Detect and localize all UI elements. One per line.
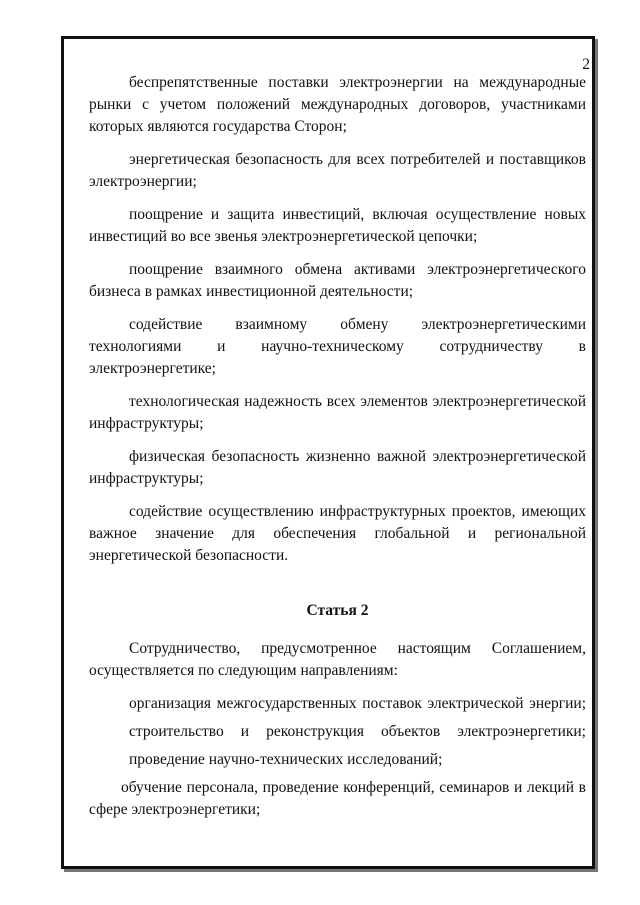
paragraph: поощрение и защита инвестиций, включая осуществление новых инвестиций во все звенья электроэнергетической цепочки; — [89, 206, 586, 245]
paragraph: технологическая надежность всех элементов электроэнергетической инфраструктуры; — [89, 393, 586, 432]
paragraph: беспрепятственные поставки электроэнергии на международные рынки с учетом положений международных договоров, участниками которых являются государства Сторон; — [89, 74, 586, 135]
paragraph: энергетическая безопасность для всех потребителей и поставщиков электроэнергии; — [89, 151, 586, 190]
paragraph: Сотрудничество, предусмотренное настоящим Соглашением, осуществляется по следующим направлениям: — [89, 640, 586, 679]
document-body — [89, 72, 586, 832]
list-item: обучение персонала, проведение конференций, семинаров и лекций в сфере электроэнергетики; — [89, 779, 586, 818]
paragraph: физическая безопасность жизненно важной электроэнергетической инфраструктуры; — [89, 448, 586, 487]
paragraph: содействие осуществлению инфраструктурных проектов, имеющих важное значение для обеспечения глобальной и региональной энергетической безопасности. — [89, 503, 586, 564]
page-number: 2 — [582, 56, 590, 73]
list-item: организация межгосударственных поставок электрической энергии; — [129, 695, 586, 712]
list-item: строительство и реконструкция объектов электроэнергетики; — [129, 723, 586, 740]
paragraph: содействие взаимному обмену электроэнергетическими технологиями и научно-техническому сотрудничеству в электроэнергетике; — [89, 316, 586, 377]
list-item: проведение научно-технических исследований; — [129, 751, 443, 768]
paragraph: поощрение взаимного обмена активами электроэнергетического бизнеса в рамках инвестиционной деятельности; — [89, 261, 586, 300]
article-title: Статья 2 — [306, 602, 369, 619]
